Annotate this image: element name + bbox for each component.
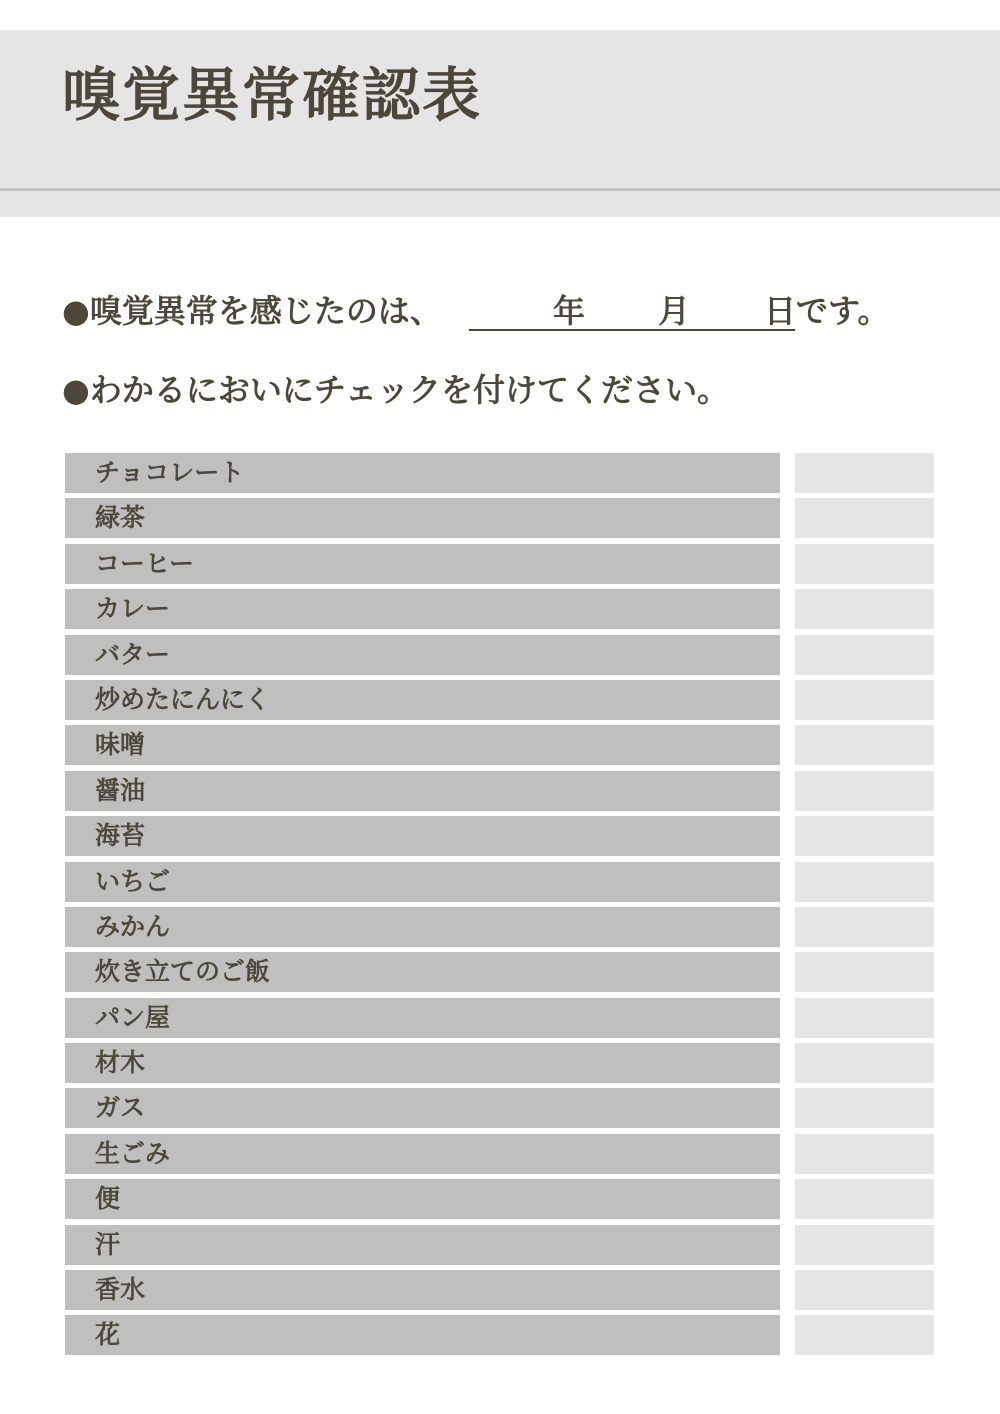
checklist-row bbox=[65, 1225, 934, 1265]
smell-item-label: 花 bbox=[65, 1315, 780, 1355]
check-box[interactable] bbox=[795, 771, 934, 811]
checklist-row bbox=[65, 952, 934, 992]
check-box[interactable] bbox=[795, 1043, 934, 1083]
check-box[interactable] bbox=[795, 453, 934, 493]
checklist-row bbox=[65, 1134, 934, 1174]
smell-item-label: 炒めたにんにく bbox=[65, 680, 780, 720]
smell-item-label: 緑茶 bbox=[65, 498, 780, 538]
smell-item-label: 醤油 bbox=[65, 771, 780, 811]
onset-date-line bbox=[62, 286, 962, 336]
smell-item-label: 味噌 bbox=[65, 725, 780, 765]
check-box[interactable] bbox=[795, 952, 934, 992]
smell-item-label: 炊き立てのご飯 bbox=[65, 952, 780, 992]
checklist-row bbox=[65, 816, 934, 856]
smell-item-label: パン屋 bbox=[65, 998, 780, 1038]
check-box[interactable] bbox=[795, 680, 934, 720]
checklist-row bbox=[65, 998, 934, 1038]
check-box[interactable] bbox=[795, 1134, 934, 1174]
check-box[interactable] bbox=[795, 1315, 934, 1355]
smell-item-label: いちご bbox=[65, 862, 780, 902]
check-box[interactable] bbox=[795, 1225, 934, 1265]
onset-date-suffix: です。 bbox=[796, 292, 890, 330]
header-rule bbox=[0, 188, 1000, 191]
smell-item-label: 材木 bbox=[65, 1043, 780, 1083]
smell-item-label: 便 bbox=[65, 1179, 780, 1219]
date-input-underline[interactable] bbox=[469, 329, 795, 331]
check-box[interactable] bbox=[795, 862, 934, 902]
checklist-row bbox=[65, 589, 934, 629]
check-box[interactable] bbox=[795, 816, 934, 856]
check-box[interactable] bbox=[795, 907, 934, 947]
checklist-row bbox=[65, 1315, 934, 1355]
smell-item-label: バター bbox=[65, 635, 780, 675]
smell-item-label: コーヒー bbox=[65, 544, 780, 584]
check-box[interactable] bbox=[795, 498, 934, 538]
check-box[interactable] bbox=[795, 725, 934, 765]
checklist-row bbox=[65, 907, 934, 947]
checklist-row bbox=[65, 453, 934, 493]
checklist-row bbox=[65, 725, 934, 765]
smell-checklist bbox=[65, 453, 934, 1361]
day-label: 日 bbox=[764, 292, 797, 330]
checklist-row bbox=[65, 771, 934, 811]
smell-item-label: 生ごみ bbox=[65, 1134, 780, 1174]
checklist-row bbox=[65, 635, 934, 675]
smell-item-label: 海苔 bbox=[65, 816, 780, 856]
checklist-row bbox=[65, 498, 934, 538]
check-box[interactable] bbox=[795, 544, 934, 584]
checklist-row bbox=[65, 1088, 934, 1128]
checklist-row bbox=[65, 862, 934, 902]
year-label: 年 bbox=[553, 292, 586, 330]
page-title: 嗅覚異常確認表 bbox=[62, 61, 483, 129]
onset-date-prefix: ●嗅覚異常を感じたのは、 bbox=[62, 292, 442, 330]
check-box[interactable] bbox=[795, 1270, 934, 1310]
check-box[interactable] bbox=[795, 635, 934, 675]
checklist-row bbox=[65, 1179, 934, 1219]
smell-item-label: カレー bbox=[65, 589, 780, 629]
checklist-row bbox=[65, 544, 934, 584]
checklist-row bbox=[65, 1270, 934, 1310]
smell-item-label: 汗 bbox=[65, 1225, 780, 1265]
smell-item-label: 香水 bbox=[65, 1270, 780, 1310]
check-box[interactable] bbox=[795, 1088, 934, 1128]
checklist-row bbox=[65, 680, 934, 720]
checklist-row bbox=[65, 1043, 934, 1083]
check-box[interactable] bbox=[795, 589, 934, 629]
smell-item-label: みかん bbox=[65, 907, 780, 947]
check-box[interactable] bbox=[795, 1179, 934, 1219]
month-label: 月 bbox=[658, 292, 691, 330]
smell-item-label: ガス bbox=[65, 1088, 780, 1128]
smell-item-label: チョコレート bbox=[65, 453, 780, 493]
instruction-text: ●わかるにおいにチェックを付けてください。 bbox=[62, 371, 729, 409]
check-box[interactable] bbox=[795, 998, 934, 1038]
